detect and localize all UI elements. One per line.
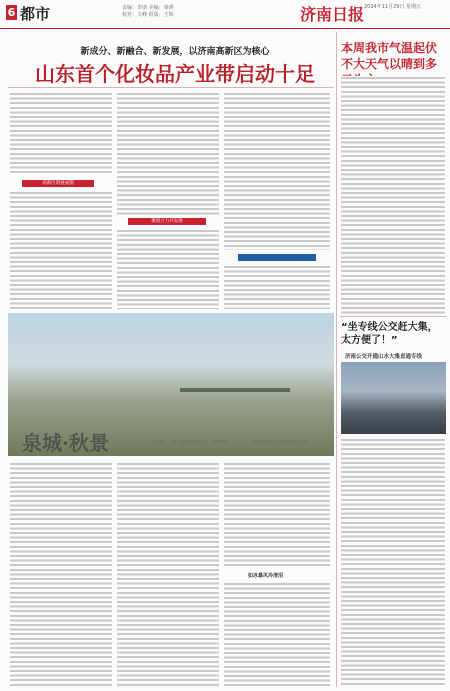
article-column-1 (10, 92, 112, 176)
photo-bridge (180, 388, 290, 392)
date-line: 2024年11月29日 星期五 (364, 4, 422, 10)
photo-watermark: 泉城·秋景 (22, 431, 109, 455)
lower-column-3a (224, 462, 330, 568)
headline-rule (8, 87, 334, 88)
subhead-blue (238, 254, 316, 261)
lower-column-2 (117, 462, 219, 686)
bus-subhead: 济南公交开通山水大集直通专线 (345, 354, 423, 360)
article-column-2b (117, 229, 219, 309)
photo-caption-left: 11月18日，济南大明湖景区秋意正浓，金黄的银杏…… (150, 440, 236, 444)
bus-quote-headline: “坐专线公交赶大集，太方便了！” (341, 322, 438, 346)
article-column-3 (224, 92, 330, 250)
main-headline: 山东首个化妆品产业带启动十足 (35, 62, 315, 86)
lower-column-3b (224, 582, 330, 686)
footer-subhead: 如冰暴风冷清泪 (248, 573, 284, 579)
bus-photo (341, 362, 446, 434)
column-rule (336, 32, 337, 687)
photo-caption-right: ……秋韵美景吸引不少市民前来打卡游玩。 (245, 440, 312, 444)
article-column-3b (224, 265, 330, 309)
weather-article (341, 76, 445, 314)
weather-headline: 本周我市气温起伏不大天气以晴到多 (341, 41, 438, 71)
section-number: 6 (7, 6, 16, 19)
article-column-2 (117, 92, 219, 215)
subhead-filing: 高新区筑链成圈 (22, 180, 94, 187)
headline-kicker: 新成分、新融合、新发展，以济南高新区为核心 (80, 47, 270, 57)
edition-info: 责编：李朋 美编：秦瑛 校对：文峰 组版：王辉 (122, 5, 174, 18)
article-column-1b (10, 191, 112, 309)
newspaper-masthead: 济南日报 (300, 5, 365, 24)
bus-article (341, 438, 445, 686)
subhead-synergy: 聚链合力共发展 (128, 218, 206, 225)
right-rule (340, 316, 446, 317)
section-name: 都市 (20, 5, 51, 23)
lower-column-1 (10, 462, 112, 686)
